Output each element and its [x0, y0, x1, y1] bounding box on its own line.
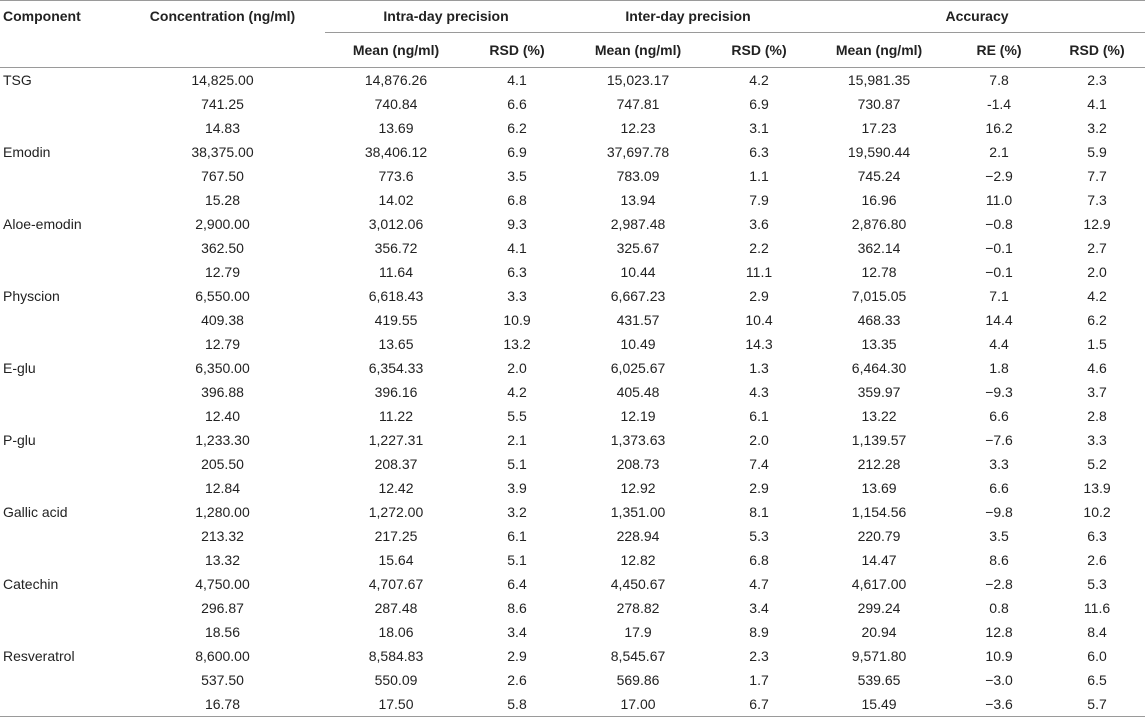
inter-rsd-cell: 2.3 [749, 648, 769, 664]
header-intra-rsd: RSD (%) [489, 42, 545, 58]
concentration-cell: 12.40 [204, 408, 241, 424]
inter-mean-cell: 405.48 [616, 384, 660, 400]
accuracy-re-cell: −2.9 [985, 168, 1013, 184]
inter-mean-cell: 228.94 [616, 528, 660, 544]
component-cell [0, 92, 120, 116]
concentration-cell: 1,280.00 [195, 504, 250, 520]
component-cell: Resveratrol [3, 648, 75, 664]
header-accuracy: Accuracy [809, 1, 1145, 34]
intra-rsd-cell: 5.5 [507, 408, 527, 424]
accuracy-re-cell: 12.8 [985, 624, 1013, 640]
inter-mean-cell: 17.9 [624, 624, 652, 640]
intra-rsd-cell: 4.2 [507, 384, 527, 400]
inter-mean-cell: 208.73 [616, 456, 660, 472]
inter-rsd-cell: 2.0 [749, 432, 769, 448]
header-inter-mean: Mean (ng/ml) [594, 42, 682, 58]
component-cell: Emodin [3, 144, 51, 160]
accuracy-mean-cell: 17.23 [861, 120, 897, 136]
intra-mean-cell: 1,272.00 [368, 504, 424, 520]
accuracy-rsd-cell: 2.7 [1087, 240, 1107, 256]
accuracy-mean-cell: 16.96 [861, 192, 897, 208]
table-row [0, 212, 1145, 236]
accuracy-rsd-cell: 5.3 [1087, 576, 1107, 592]
component-cell [0, 260, 120, 284]
accuracy-mean-cell: 9,571.80 [851, 648, 907, 664]
intra-mean-cell: 13.65 [378, 336, 414, 352]
table-row [0, 452, 1145, 476]
header-acc-mean: Mean (ng/ml) [835, 42, 923, 58]
concentration-cell: 213.32 [201, 528, 244, 544]
concentration-cell: 1,233.30 [195, 432, 250, 448]
header-inter-rsd: RSD (%) [731, 42, 787, 58]
accuracy-re-cell: 4.4 [989, 336, 1009, 352]
table-row [0, 68, 1145, 93]
header-intra-mean: Mean (ng/ml) [352, 42, 440, 58]
inter-mean-cell: 12.19 [620, 408, 656, 424]
accuracy-re-cell: 11.0 [985, 192, 1013, 208]
header-acc-re: RE (%) [976, 42, 1022, 58]
accuracy-mean-cell: 4,617.00 [851, 576, 907, 592]
intra-mean-cell: 356.72 [374, 240, 418, 256]
header-inter-day: Inter-day precision [567, 1, 809, 34]
accuracy-mean-cell: 359.97 [857, 384, 901, 400]
concentration-cell: 2,900.00 [195, 216, 250, 232]
accuracy-rsd-cell: 5.9 [1087, 144, 1107, 160]
inter-mean-cell: 10.44 [620, 264, 656, 280]
intra-rsd-cell: 6.2 [507, 120, 527, 136]
concentration-cell: 12.79 [204, 336, 241, 352]
table-row [0, 620, 1145, 644]
accuracy-mean-cell: 15,981.35 [847, 72, 911, 88]
inter-mean-cell: 325.67 [616, 240, 660, 256]
table-row [0, 164, 1145, 188]
concentration-cell: 767.50 [201, 168, 244, 184]
component-cell [0, 620, 120, 644]
component-cell [0, 164, 120, 188]
component-cell [0, 308, 120, 332]
component-cell: P-glu [3, 432, 36, 448]
accuracy-mean-cell: 7,015.05 [851, 288, 907, 304]
intra-rsd-cell: 6.4 [507, 576, 527, 592]
inter-rsd-cell: 5.3 [749, 528, 769, 544]
accuracy-mean-cell: 19,590.44 [847, 144, 911, 160]
table-row [0, 188, 1145, 212]
table-row [0, 260, 1145, 284]
inter-rsd-cell: 3.6 [749, 216, 769, 232]
concentration-cell: 15.28 [204, 192, 241, 208]
inter-mean-cell: 6,025.67 [610, 360, 666, 376]
accuracy-re-cell: 10.9 [985, 648, 1013, 664]
concentration-cell: 537.50 [201, 672, 244, 688]
table-row [0, 308, 1145, 332]
concentration-cell: 741.25 [201, 96, 244, 112]
intra-mean-cell: 13.69 [378, 120, 414, 136]
header-component: Component [3, 8, 81, 24]
table-row [0, 572, 1145, 596]
accuracy-re-cell: 6.6 [989, 480, 1009, 496]
component-cell [0, 332, 120, 356]
accuracy-rsd-cell: 2.6 [1087, 552, 1107, 568]
intra-rsd-cell: 2.9 [507, 648, 527, 664]
intra-rsd-cell: 3.3 [507, 288, 527, 304]
intra-mean-cell: 1,227.31 [368, 432, 424, 448]
accuracy-re-cell: 3.3 [989, 456, 1009, 472]
header-row-groups [0, 1, 1145, 34]
intra-mean-cell: 14.02 [378, 192, 414, 208]
table-row [0, 380, 1145, 404]
table-row [0, 500, 1145, 524]
accuracy-re-cell: 3.5 [989, 528, 1009, 544]
component-cell [0, 188, 120, 212]
accuracy-rsd-cell: 10.2 [1083, 504, 1111, 520]
accuracy-rsd-cell: 3.3 [1087, 432, 1107, 448]
accuracy-re-cell: −3.6 [949, 692, 1049, 717]
accuracy-re-cell: -1.4 [986, 96, 1012, 112]
accuracy-rsd-cell: 8.4 [1087, 624, 1107, 640]
intra-mean-cell: 287.48 [374, 600, 418, 616]
table-body [0, 68, 1145, 717]
accuracy-rsd-cell: 3.2 [1087, 120, 1107, 136]
accuracy-rsd-cell: 11.6 [1083, 600, 1111, 616]
component-cell [0, 548, 120, 572]
accuracy-rsd-cell: 13.9 [1083, 480, 1111, 496]
table-row [0, 476, 1145, 500]
intra-mean-cell: 773.6 [378, 168, 414, 184]
inter-mean-cell: 12.23 [620, 120, 656, 136]
concentration-cell: 14.83 [204, 120, 241, 136]
intra-mean-cell: 11.22 [379, 408, 413, 424]
intra-rsd-cell: 6.6 [507, 96, 527, 112]
accuracy-rsd-cell: 4.2 [1087, 288, 1107, 304]
intra-rsd-cell: 10.9 [503, 312, 531, 328]
table-row [0, 332, 1145, 356]
inter-mean-cell: 8,545.67 [610, 648, 666, 664]
table-row [0, 692, 1145, 717]
inter-rsd-cell: 6.8 [749, 552, 769, 568]
accuracy-mean-cell: 12.78 [861, 264, 897, 280]
inter-mean-cell: 4,450.67 [610, 576, 666, 592]
component-cell: Aloe-emodin [3, 216, 82, 232]
intra-rsd-cell: 3.5 [507, 168, 527, 184]
inter-rsd-cell: 4.7 [749, 576, 769, 592]
intra-mean-cell: 740.84 [374, 96, 418, 112]
inter-rsd-cell: 14.3 [745, 336, 773, 352]
component-cell [0, 692, 120, 717]
table-row [0, 140, 1145, 164]
intra-mean-cell: 208.37 [374, 456, 418, 472]
accuracy-re-cell: −0.1 [985, 240, 1013, 256]
accuracy-mean-cell: 212.28 [857, 456, 901, 472]
accuracy-rsd-cell: 5.7 [1049, 692, 1145, 717]
header-intra-day: Intra-day precision [325, 1, 567, 34]
accuracy-re-cell: 1.8 [989, 360, 1009, 376]
accuracy-re-cell: 0.8 [989, 600, 1009, 616]
accuracy-mean-cell: 730.87 [857, 96, 901, 112]
intra-mean-cell: 18.06 [378, 624, 414, 640]
table-row [0, 404, 1145, 428]
intra-mean-cell: 3,012.06 [368, 216, 424, 232]
intra-mean-cell: 4,707.67 [368, 576, 424, 592]
accuracy-rsd-cell: 7.3 [1087, 192, 1107, 208]
accuracy-mean-cell: 13.69 [861, 480, 897, 496]
intra-mean-cell: 14,876.26 [364, 72, 428, 88]
intra-rsd-cell: 3.4 [507, 624, 527, 640]
intra-mean-cell: 550.09 [374, 672, 418, 688]
concentration-cell: 13.32 [204, 552, 241, 568]
accuracy-mean-cell: 468.33 [857, 312, 901, 328]
table-row [0, 284, 1145, 308]
inter-rsd-cell: 7.4 [749, 456, 769, 472]
inter-rsd-cell: 6.1 [749, 408, 769, 424]
accuracy-re-cell: −0.1 [985, 264, 1013, 280]
inter-mean-cell: 15,023.17 [606, 72, 670, 88]
intra-rsd-cell: 4.1 [507, 72, 527, 88]
intra-rsd-cell: 8.6 [507, 600, 527, 616]
inter-rsd-cell: 1.7 [749, 672, 769, 688]
inter-rsd-cell: 6.9 [749, 96, 769, 112]
inter-rsd-cell: 8.9 [749, 624, 769, 640]
component-cell [0, 452, 120, 476]
inter-rsd-cell: 7.9 [749, 192, 769, 208]
inter-rsd-cell: 11.1 [745, 264, 773, 280]
inter-mean-cell: 12.82 [620, 552, 656, 568]
inter-rsd-cell: 10.4 [745, 312, 773, 328]
component-cell [0, 404, 120, 428]
header-acc-rsd: RSD (%) [1069, 42, 1125, 58]
intra-mean-cell: 11.64 [379, 264, 413, 280]
accuracy-re-cell: 16.2 [985, 120, 1013, 136]
header-concentration: Concentration (ng/ml) [149, 8, 296, 24]
inter-rsd-cell: 3.4 [749, 600, 769, 616]
concentration-cell: 4,750.00 [195, 576, 250, 592]
component-cell: Physcion [3, 288, 60, 304]
intra-mean-cell: 17.50 [325, 692, 467, 717]
accuracy-rsd-cell: 1.5 [1087, 336, 1107, 352]
intra-rsd-cell: 3.2 [507, 504, 527, 520]
table-row [0, 548, 1145, 572]
intra-rsd-cell: 6.1 [507, 528, 527, 544]
inter-rsd-cell: 1.3 [749, 360, 769, 376]
table-row [0, 596, 1145, 620]
inter-rsd-cell: 2.2 [749, 240, 769, 256]
intra-rsd-cell: 2.6 [507, 672, 527, 688]
intra-mean-cell: 6,618.43 [368, 288, 424, 304]
accuracy-re-cell: −3.0 [985, 672, 1013, 688]
accuracy-re-cell: −2.8 [985, 576, 1013, 592]
accuracy-rsd-cell: 12.9 [1083, 216, 1111, 232]
accuracy-mean-cell: 13.35 [861, 336, 897, 352]
inter-mean-cell: 783.09 [616, 168, 660, 184]
concentration-cell: 205.50 [201, 456, 244, 472]
accuracy-mean-cell: 1,139.57 [851, 432, 907, 448]
accuracy-rsd-cell: 2.0 [1087, 264, 1107, 280]
accuracy-rsd-cell: 6.2 [1087, 312, 1107, 328]
intra-rsd-cell: 3.9 [507, 480, 527, 496]
inter-mean-cell: 2,987.48 [610, 216, 666, 232]
accuracy-rsd-cell: 2.3 [1087, 72, 1107, 88]
concentration-cell: 14,825.00 [191, 72, 254, 88]
intra-rsd-cell: 13.2 [503, 336, 531, 352]
component-cell: Gallic acid [3, 504, 68, 520]
concentration-cell: 362.50 [201, 240, 244, 256]
accuracy-rsd-cell: 4.6 [1087, 360, 1107, 376]
accuracy-rsd-cell: 6.0 [1087, 648, 1107, 664]
intra-mean-cell: 15.64 [378, 552, 414, 568]
concentration-cell: 6,550.00 [195, 288, 250, 304]
component-cell: Catechin [3, 576, 59, 592]
accuracy-re-cell: 14.4 [985, 312, 1013, 328]
intra-rsd-cell: 2.0 [507, 360, 527, 376]
inter-mean-cell: 1,351.00 [610, 504, 666, 520]
accuracy-mean-cell: 20.94 [861, 624, 897, 640]
accuracy-rsd-cell: 6.5 [1087, 672, 1107, 688]
component-cell [0, 476, 120, 500]
accuracy-rsd-cell: 7.7 [1087, 168, 1107, 184]
intra-rsd-cell: 2.1 [507, 432, 527, 448]
accuracy-re-cell: −7.6 [985, 432, 1013, 448]
inter-rsd-cell: 6.3 [749, 144, 769, 160]
accuracy-re-cell: 7.1 [989, 288, 1009, 304]
accuracy-mean-cell: 2,876.80 [851, 216, 907, 232]
intra-rsd-cell: 9.3 [507, 216, 527, 232]
intra-mean-cell: 6,354.33 [368, 360, 424, 376]
component-cell: E-glu [3, 360, 36, 376]
table-row [0, 92, 1145, 116]
inter-rsd-cell: 2.9 [749, 288, 769, 304]
intra-mean-cell: 396.16 [374, 384, 418, 400]
accuracy-re-cell: −9.3 [985, 384, 1013, 400]
inter-rsd-cell: 1.1 [749, 168, 769, 184]
intra-rsd-cell: 6.3 [507, 264, 527, 280]
intra-rsd-cell: 4.1 [507, 240, 527, 256]
table-row [0, 644, 1145, 668]
concentration-cell: 8,600.00 [195, 648, 250, 664]
inter-mean-cell: 569.86 [616, 672, 660, 688]
intra-mean-cell: 217.25 [374, 528, 418, 544]
inter-rsd-cell: 3.1 [749, 120, 769, 136]
concentration-cell: 12.84 [204, 480, 241, 496]
accuracy-re-cell: 8.6 [989, 552, 1009, 568]
accuracy-re-cell: 2.1 [989, 144, 1009, 160]
component-cell [0, 596, 120, 620]
accuracy-rsd-cell: 2.8 [1087, 408, 1107, 424]
inter-mean-cell: 1,373.63 [610, 432, 666, 448]
intra-rsd-cell: 6.9 [507, 144, 527, 160]
accuracy-mean-cell: 362.14 [857, 240, 901, 256]
accuracy-mean-cell: 15.49 [809, 692, 949, 717]
inter-rsd-cell: 4.2 [749, 72, 769, 88]
inter-mean-cell: 747.81 [616, 96, 660, 112]
accuracy-mean-cell: 13.22 [861, 408, 897, 424]
concentration-cell: 38,375.00 [191, 144, 254, 160]
accuracy-mean-cell: 745.24 [857, 168, 901, 184]
accuracy-re-cell: −9.8 [985, 504, 1013, 520]
intra-rsd-cell: 5.1 [507, 552, 527, 568]
concentration-cell: 12.79 [204, 264, 241, 280]
concentration-cell: 409.38 [201, 312, 244, 328]
inter-rsd-cell: 4.3 [749, 384, 769, 400]
inter-rsd-cell: 6.7 [709, 692, 809, 717]
inter-mean-cell: 13.94 [620, 192, 656, 208]
component-cell [0, 236, 120, 260]
inter-mean-cell: 431.57 [616, 312, 660, 328]
accuracy-rsd-cell: 6.3 [1087, 528, 1107, 544]
intra-mean-cell: 38,406.12 [364, 144, 428, 160]
inter-mean-cell: 12.92 [620, 480, 656, 496]
inter-mean-cell: 6,667.23 [610, 288, 666, 304]
intra-rsd-cell: 5.8 [467, 692, 567, 717]
intra-mean-cell: 8,584.83 [368, 648, 424, 664]
inter-rsd-cell: 8.1 [749, 504, 769, 520]
intra-rsd-cell: 6.8 [507, 192, 527, 208]
inter-rsd-cell: 2.9 [749, 480, 769, 496]
accuracy-mean-cell: 6,464.30 [851, 360, 907, 376]
accuracy-rsd-cell: 5.2 [1087, 456, 1107, 472]
concentration-cell: 18.56 [204, 624, 241, 640]
concentration-cell: 396.88 [201, 384, 244, 400]
table-row [0, 116, 1145, 140]
accuracy-re-cell: 6.6 [989, 408, 1009, 424]
component-cell [0, 668, 120, 692]
component-cell [0, 524, 120, 548]
inter-mean-cell: 17.00 [567, 692, 709, 717]
inter-mean-cell: 10.49 [620, 336, 656, 352]
accuracy-mean-cell: 1,154.56 [851, 504, 907, 520]
component-cell [0, 380, 120, 404]
accuracy-re-cell: −0.8 [985, 216, 1013, 232]
accuracy-re-cell: 7.8 [989, 72, 1009, 88]
table-row [0, 524, 1145, 548]
concentration-cell: 16.78 [120, 692, 325, 717]
accuracy-rsd-cell: 4.1 [1087, 96, 1107, 112]
accuracy-rsd-cell: 3.7 [1087, 384, 1107, 400]
concentration-cell: 296.87 [201, 600, 244, 616]
intra-mean-cell: 419.55 [374, 312, 418, 328]
inter-mean-cell: 278.82 [616, 600, 660, 616]
table-row [0, 236, 1145, 260]
table-row [0, 668, 1145, 692]
component-cell: TSG [3, 72, 32, 88]
table-row [0, 356, 1145, 380]
accuracy-mean-cell: 299.24 [857, 600, 901, 616]
concentration-cell: 6,350.00 [195, 360, 250, 376]
accuracy-mean-cell: 539.65 [857, 672, 901, 688]
intra-mean-cell: 12.42 [378, 480, 414, 496]
accuracy-mean-cell: 14.47 [861, 552, 897, 568]
accuracy-mean-cell: 220.79 [857, 528, 901, 544]
table-row [0, 428, 1145, 452]
intra-rsd-cell: 5.1 [507, 456, 527, 472]
inter-mean-cell: 37,697.78 [606, 144, 670, 160]
component-cell [0, 116, 120, 140]
